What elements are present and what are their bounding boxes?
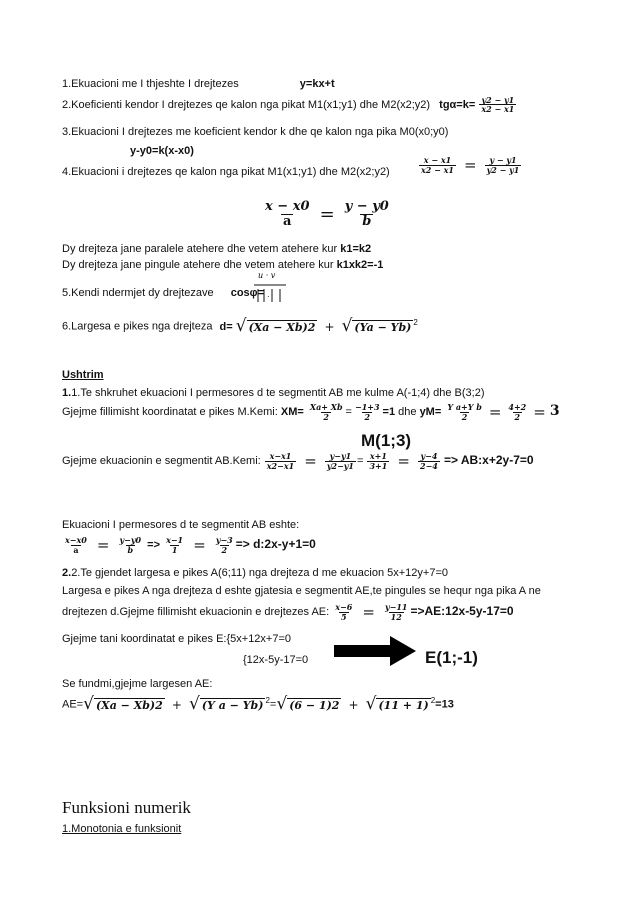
- ae-frac-2: [383, 603, 409, 621]
- ym-label: yM=: [419, 406, 442, 418]
- midpoint-text: Gjejme fillimisht koordinatat e pikes M.Kemi:: [62, 406, 278, 418]
- perpendicular-condition: [62, 259, 383, 271]
- formula-3-eq: y-y0=k(x-x0): [130, 145, 194, 157]
- formula-1-text: 1.Ekuacioni me I thjeshte I drejtezes: [62, 78, 239, 90]
- ym-frac-2: [506, 403, 528, 421]
- equals-sign: =: [464, 156, 477, 174]
- ae-den-2: 12: [390, 611, 402, 622]
- exercise-2-line-2-text: drejtezen d.Gjejme fillimisht ekuacionin e drejtezes AE:: [62, 605, 330, 618]
- canonical-den-y: b: [362, 213, 372, 229]
- midpoint-M: M(1;3): [361, 431, 412, 450]
- xm-frac: [308, 403, 345, 421]
- pb-frac-1: [63, 536, 89, 554]
- parallel-text: Dy drejteza jane paralele atehere dhe vetem atehere kur: [62, 243, 338, 255]
- ab-num-4: y−4: [420, 451, 438, 462]
- pb-frac-3: [164, 536, 185, 554]
- formula-4-frac-x: [419, 156, 456, 174]
- formula-2-fraction: [479, 96, 516, 114]
- ab-num-3: x+1: [369, 451, 387, 462]
- ym-num: Y a+Y b: [447, 402, 482, 413]
- exercise-1-title: 1.1.Te shkruhet ekuacioni I permesores d te segmentit AB me kulme A(-1;4) dhe B(3;2): [62, 387, 485, 399]
- formula-6: 6.Largesa e pikes nga drejteza d= √ (Xa − Xb)2 + √ (Ya − Yb) $^2$: [62, 316, 418, 337]
- xm-label: XM=: [280, 406, 304, 418]
- formula-6-eq: d=: [219, 320, 233, 333]
- ym-frac: [445, 403, 483, 421]
- sqrt-ae-4: √ (11 + 1): [365, 694, 429, 715]
- ae-label: AE=: [62, 698, 84, 711]
- sqrt-ae-1-arg: (Xa − Xb)2: [95, 698, 163, 712]
- distance-result: =13: [435, 698, 454, 711]
- sqrt-ae-1: √ (Xa − Xb)2: [83, 694, 163, 715]
- formula-5-eq: cosφ=: [230, 287, 264, 299]
- exercise-2-title: 2.2.Te gjendet largesa e pikes A(6;11) nga drejteza d me ekuacion 5x+12y+7=0: [62, 567, 448, 579]
- ab-den-1: x2−x1: [266, 460, 295, 471]
- pb-num-2: y−y0: [119, 535, 142, 546]
- exercise-1-line-ab: Gjejme ekuacionin e segmentit AB.Kemi: $\frac{x-x1}{x2-x1}$ = $\frac{y-y1}{y2-y1}$ = $\frac{x+1}{3+1}$ = $\frac{y-4}{2-4}$ => AB:x+2y-7=0: [62, 451, 534, 471]
- ab-den-2: y2−y1: [326, 460, 354, 471]
- xm-num-2: −1+3: [354, 402, 380, 413]
- exercise-1-title-text: 1.Te shkruhet ekuacioni I permesores d te segmentit AB me kulme A(-1;4) dhe B(3;2): [71, 387, 485, 399]
- pb-num-1: x−x0: [65, 535, 87, 546]
- exercise-2-line-1: Largesa e pikes A nga drejteza d eshte gjatesia e segmentit AE,te pingules se hequr nga pika A ne: [62, 585, 541, 597]
- pb-frac-2: [118, 536, 144, 554]
- perpendicular-bisector-eq: $\frac{x-x0}{a}$ = $\frac{y-y0}{b}$ => $\frac{x-1}{1}$ = $\frac{y-3}{2}$ => d:2x-y+1=0: [65, 535, 316, 555]
- pb-den-2: b: [127, 544, 134, 555]
- formula-2-eq-label: tgα=k=: [439, 98, 476, 111]
- formula-4-eq: [418, 156, 522, 174]
- sqrt-ae-3-arg: (6 − 1)2: [289, 698, 340, 712]
- formula-2-text: 2.Koeficienti kendor I drejtezes qe kalon nga pikat M1(x1;y1) dhe M2(x2;y2): [62, 98, 431, 111]
- sqrt-1-arg: (Xa − Xb)2: [248, 320, 316, 334]
- svg-text:·: ·: [267, 292, 270, 301]
- cos-fraction-glyph: [252, 269, 288, 309]
- section-title: Funksioni numerik: [62, 798, 191, 817]
- ym-result: 3: [549, 403, 560, 419]
- parallel-cond: k1=k2: [340, 243, 372, 255]
- xm-den-2: 2: [364, 411, 371, 422]
- pb-result: => d:2x-y+1=0: [235, 536, 316, 551]
- ae-num-1: x−6: [335, 602, 353, 613]
- arrow-right-icon: [334, 636, 416, 666]
- ab-frac-2: [325, 452, 356, 470]
- pb-num-3: x−1: [166, 535, 184, 546]
- equals-sign: =: [319, 203, 335, 225]
- exercise-2-title-text: 2.Te gjendet largesa e pikes A(6;11) nga drejteza d me ekuacion 5x+12y+7=0: [71, 567, 448, 579]
- canonical-num-x: x − x0: [265, 199, 310, 214]
- ae-frac-1: [333, 603, 354, 621]
- ab-frac-1: [265, 452, 296, 470]
- ae-num-2: y−11: [385, 602, 408, 613]
- ab-result: => AB:x+2y-7=0: [443, 452, 534, 467]
- exercise-heading: Ushtrim: [62, 369, 104, 381]
- formula-3-text: 3.Ekuacioni I drejtezes me koeficient kendor k dhe qe kalon nga pika M0(x0;y0): [62, 126, 449, 138]
- perpendicular-bisector-text: Ekuacioni I permesores d te segmentit AB eshte:: [62, 519, 300, 531]
- pb-den-3: 1: [171, 544, 178, 555]
- canonical-frac-x: [263, 200, 312, 228]
- ab-frac-3: [367, 452, 389, 470]
- pb-den-1: a: [73, 544, 79, 555]
- ae-den-1: 5: [340, 611, 347, 622]
- svg-text:u · v: u · v: [258, 271, 276, 280]
- exercise-1-midpoint: Gjejme fillimisht koordinatat e pikes M.Kemi: XM= $\frac{Xa+ Xb}{2}$ = $\frac{-1+3}{2}$ =1 dhe yM= $\frac{\text{Y a+Y b}}{2}$ = $\frac{4+2}{2}$ = 3: [62, 402, 560, 422]
- formula-2-den: x2 − x1: [481, 104, 515, 115]
- xm-den: 2: [323, 411, 329, 422]
- sqrt-ae-3: √ (6 − 1)2: [276, 694, 340, 715]
- final-distance-text: Se fundmi,gjejme largesen AE:: [62, 678, 213, 690]
- canonical-frac-y: [343, 200, 391, 228]
- system-line-1: Gjejme tani koordinatat e pikes E:{5x+12x+7=0: [62, 633, 292, 645]
- formula-6-text: 6.Largesa e pikes nga drejteza: [62, 320, 213, 333]
- pb-frac-4: [214, 536, 235, 554]
- formula-5: [62, 287, 264, 299]
- sqrt-1: √ (Xa − Xb)2: [235, 316, 316, 337]
- canonical-num-y: y − y0: [344, 199, 389, 214]
- section-subtitle: 1.Monotonia e funksionit: [62, 823, 182, 835]
- formula-4-frac-y: [485, 156, 522, 174]
- formula-4-num-x: x − x1: [423, 155, 452, 166]
- system-line-2: {12x-5y-17=0: [243, 654, 309, 666]
- formula-4-den-y: y2 − y1: [486, 164, 520, 175]
- ab-den-3: 3+1: [369, 460, 388, 471]
- ym-num-2: 4+2: [508, 402, 527, 413]
- ae-result: =>AE:12x-5y-17=0: [410, 603, 514, 618]
- pb-num-4: y−3: [215, 535, 233, 546]
- pb-den-4: 2: [221, 544, 228, 555]
- xm-num: Xa+ Xb: [309, 402, 343, 413]
- sqrt-ae-2: √ (Y a − Yb): [188, 694, 264, 715]
- sqrt-2: √ (Ya − Yb): [341, 316, 412, 337]
- formula-2: [62, 96, 517, 114]
- ab-num-1: x−x1: [269, 451, 292, 462]
- canonical-equation: [262, 200, 392, 228]
- xm-frac-2: [353, 403, 382, 421]
- xm-result: =1: [382, 406, 396, 418]
- point-E: E(1;-1): [425, 648, 478, 667]
- ym-den-2: 2: [514, 411, 521, 422]
- formula-4-num-y: y − y1: [489, 155, 517, 166]
- sqrt-ae-4-arg: (11 + 1): [378, 698, 429, 712]
- sqrt-2-arg: (Ya − Yb): [354, 320, 412, 334]
- and-word: dhe: [398, 406, 417, 418]
- canonical-den-x: a: [283, 213, 292, 229]
- formula-1: [62, 78, 335, 90]
- sqrt-ae-2-arg: (Y a − Yb): [201, 698, 264, 712]
- ym-den: 2: [461, 411, 468, 422]
- perp-cond: k1xk2=-1: [336, 259, 384, 271]
- formula-4-den-x: x2 − x1: [421, 164, 454, 175]
- ab-den-4: 2−4: [420, 460, 438, 471]
- formula-4-text: 4.Ekuacioni i drejtezes qe kalon nga pikat M1(x1;y1) dhe M2(x2;y2): [62, 166, 390, 178]
- ab-num-2: y−y1: [329, 451, 352, 462]
- final-distance-eq: AE= √ (Xa − Xb)2 + √ (Y a − Yb) $^2$= √ (6 − 1)2 + √ (11 + 1) $^2$=13: [62, 694, 454, 715]
- formula-1-eq: y=kx+t: [299, 78, 335, 90]
- formula-2-num: y2 − y1: [481, 95, 515, 105]
- parallel-condition: [62, 243, 371, 255]
- formula-5-text: 5.Kendi ndermjet dy drejtezave: [62, 287, 214, 299]
- ab-text: Gjejme ekuacionin e segmentit AB.Kemi:: [62, 454, 261, 467]
- exercise-2-line-2: drejtezen d.Gjejme fillimisht ekuacionin e drejtezes AE: $\frac{x-6}{5}$ = $\frac{y-11}{12}$ =>AE:12x-5y-17=0: [62, 602, 514, 622]
- cos-formula-image: [252, 269, 288, 312]
- ab-frac-4: [418, 452, 440, 470]
- perp-text: Dy drejteza jane pingule atehere dhe vetem atehere kur: [62, 259, 334, 271]
